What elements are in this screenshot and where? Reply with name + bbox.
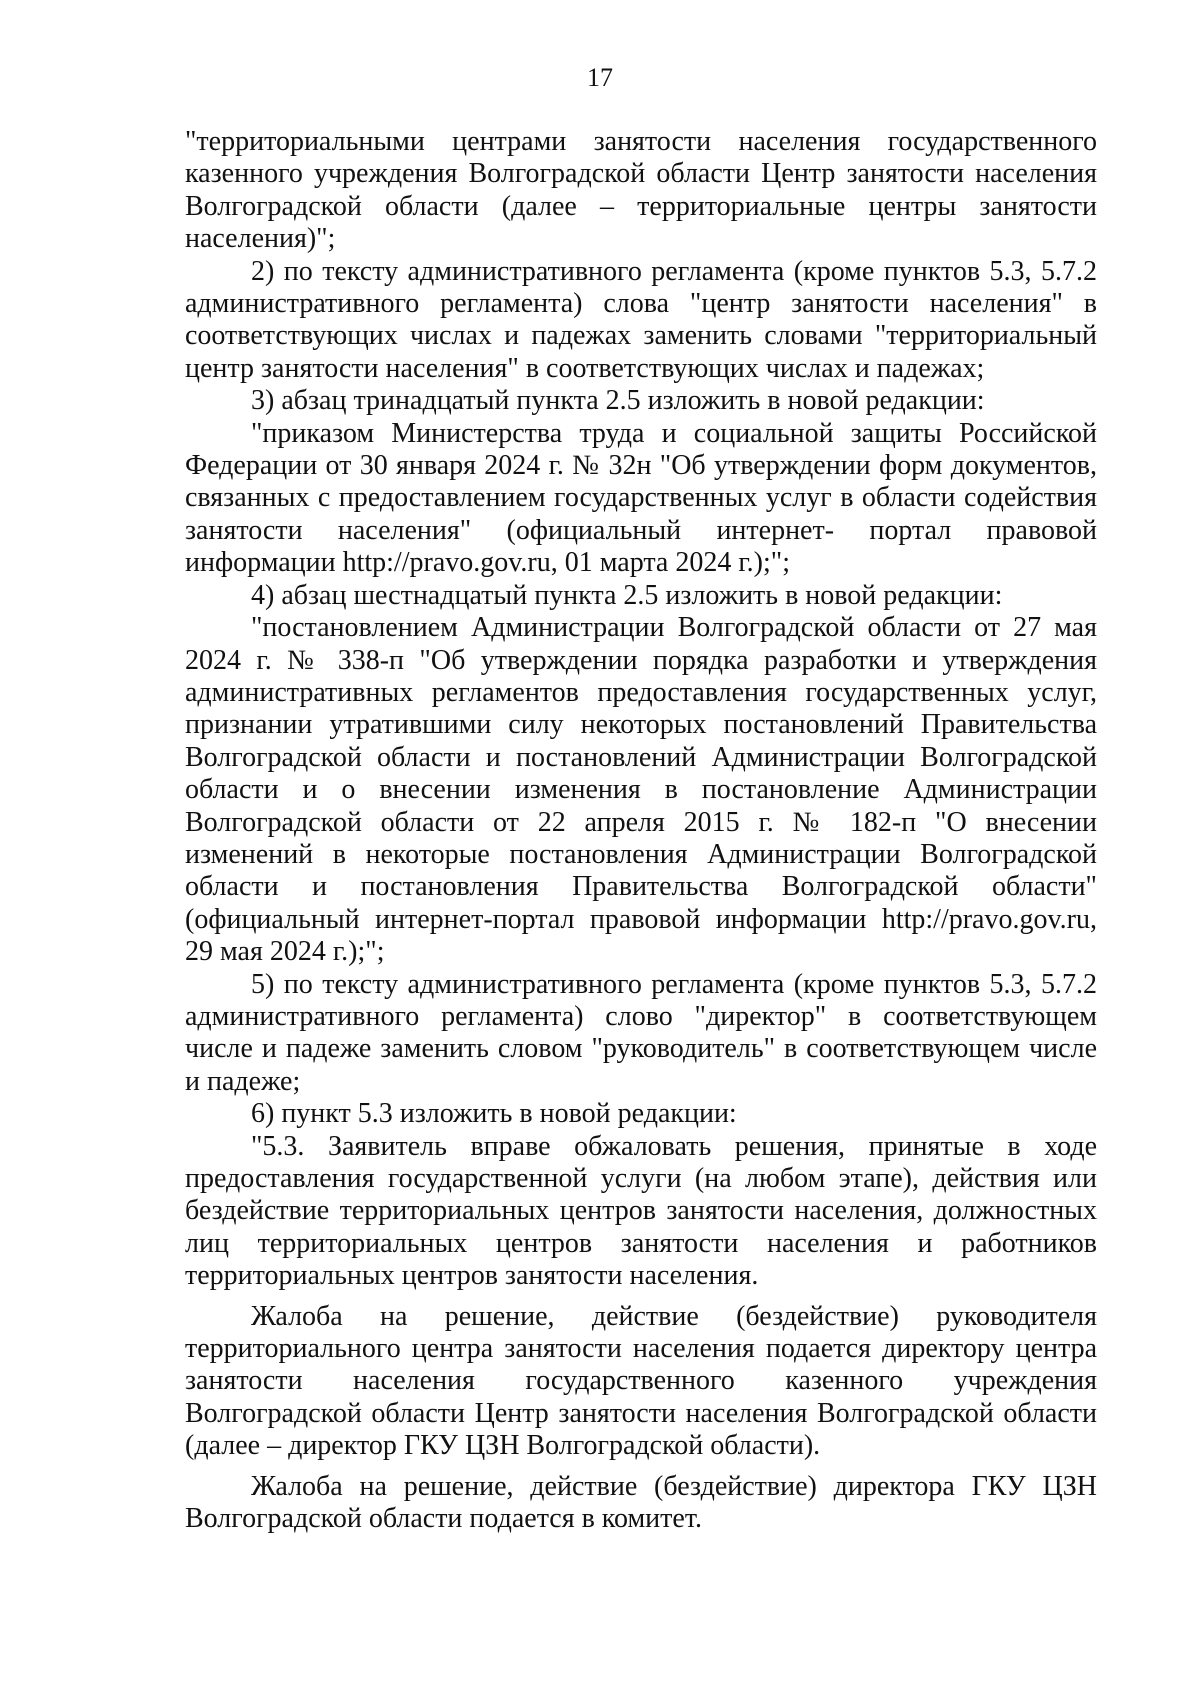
document-body: [185, 126, 1097, 1535]
paragraph-item-5: 5) по тексту административного регламента (кроме пунктов 5.3, 5.7.2 административного регламента) слово "директор" в соответствующем числе и падеже заменить словом "руководитель" в соответствующем числе и падеже;: [185, 968, 1097, 1097]
paragraph-complaint-director: Жалоба на решение, действие (бездействие) директора ГКУ ЦЗН Волгоградской области подается в комитет.: [185, 1470, 1097, 1535]
paragraph-item-4: 4) абзац шестнадцатый пункта 2.5 изложить в новой редакции:: [251, 579, 1003, 611]
paragraph-item-6: 6) пункт 5.3 изложить в новой редакции:: [251, 1098, 737, 1130]
paragraph-item-6-clause-5-3: "5.3. Заявитель вправе обжаловать решения, принятые в ходе предоставления государственной услуги (на любом этапе), действия или бездействие территориальных центров занятости населения, должностных лиц территориальных центров занятости населения и работников территориальных центров занятости населения.: [185, 1130, 1097, 1292]
paragraph-item-3: 3) абзац тринадцатый пункта 2.5 изложить в новой редакции:: [251, 385, 985, 417]
paragraph-continuation: "территориальными центрами занятости населения государственного казенного учреждения Волгоградской области Центр занятости населения Волгоградской области (далее – территориальные центры занятости населения)";: [185, 126, 1097, 255]
paragraph-item-4-text: "постановлением Администрации Волгоградской области от 27 мая 2024 г. № 338-п "Об утверждении порядка разработки и утверждения административных регламентов предоставления государственных услуг, признании утратившими силу некоторых постановлений Правительства Волгоградской области и постановлений Администрации Волгоградской области и о внесении изменения в постановление Администрации Волгоградской области от 22 апреля 2015 г. № 182-п "О внесении изменений в некоторые постановления Администрации Волгоградской области и постановления Правительства Волгоградской области" (официальный интернет-портал правовой информации http://pravo.gov.ru, 29 мая 2024 г.);";: [185, 612, 1097, 968]
paragraph-item-2: 2) по тексту административного регламента (кроме пунктов 5.3, 5.7.2 административного регламента) слова "центр занятости населения" в соответствующих числах и падежах заменить словами "территориальный центр занятости населения" в соответствующих числах и падежах;: [185, 255, 1097, 384]
page-number: 17: [587, 63, 613, 92]
paragraph-item-3-text: "приказом Министерства труда и социальной защиты Российской Федерации от 30 января 2024 г. № 32н "Об утверждении форм документов, связанных с предоставлением государственных услуг в области содействия занятости населения" (официальный интернет- портал правовой информации http://pravo.gov.ru, 01 марта 2024 г.);";: [185, 417, 1097, 579]
paragraph-complaint-manager: Жалоба на решение, действие (бездействие) руководителя территориального центра занятости населения подается директору центра занятости населения государственного казенного учреждения Волгоградской области Центр занятости населения Волгоградской области (далее – директор ГКУ ЦЗН Волгоградской области).: [185, 1300, 1097, 1462]
